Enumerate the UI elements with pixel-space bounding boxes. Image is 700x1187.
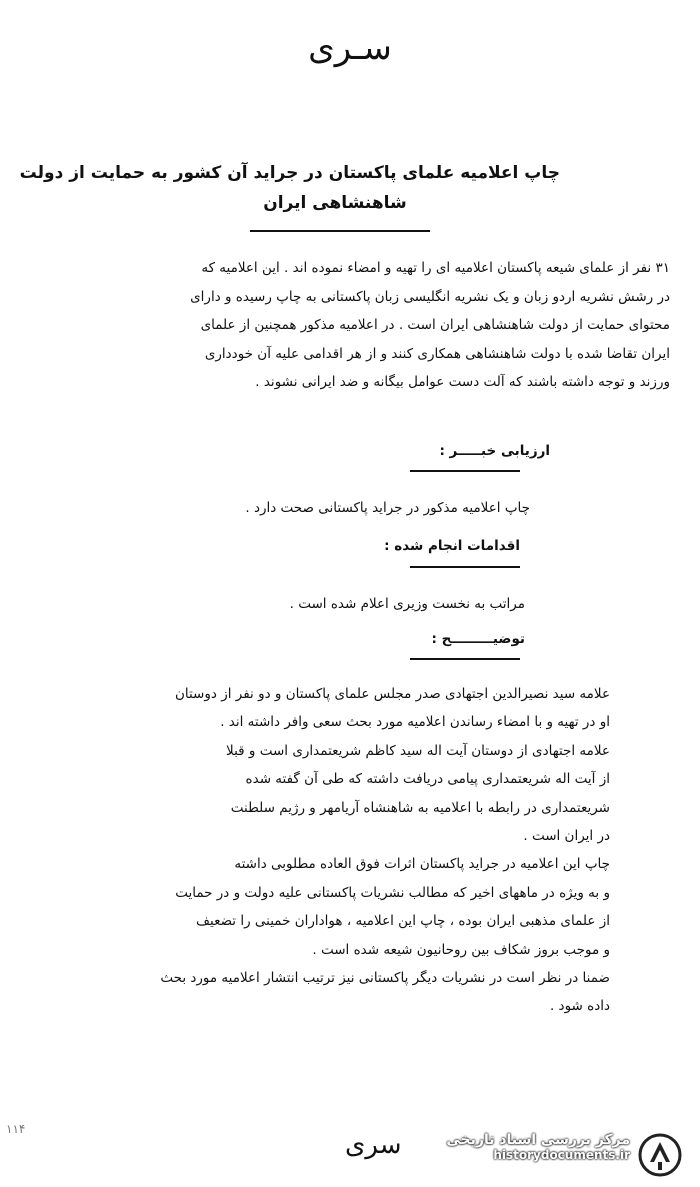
heading-explanation: توضیـــــــــح : [431,631,525,647]
explanation-line: از علمای مذهبی ایران بوده ، چاپ این اعلامیه ، هواداران خمینی را تضعیف [196,913,610,930]
intro-line: ایران تقاضا شده با دولت شاهنشاهی همکاری کنند و از هر اقدامی علیه آن خودداری [204,345,670,362]
explanation-line: داده شود . [549,998,610,1015]
explanation-line: و موجب بروز شکاف بین روحانیون شیعه شده است . [312,941,610,958]
explanation-line: او در تهیه و با امضاء رساندن اعلامیه مورد بحث سعی وافر داشته اند . [220,714,610,731]
heading-actions: اقدامات انجام شده : [384,538,520,554]
page-number: ۱۱۴ [6,1122,26,1136]
title-line-2: شاهنشاهی ایران [263,193,407,213]
heading-explanation-underline [410,658,520,660]
intro-line: ورزند و توجه داشته باشند که آلت دست عوامل بیگانه و ضد ایرانی نشوند . [255,374,670,390]
title-underline [250,230,430,232]
explanation-line: در ایران است . [523,828,610,845]
document-title [19,158,560,218]
intro-line: محتوای حمایت از دولت شاهنشاهی ایران است . در اعلامیه مذکور همچنین از علمای [200,317,670,333]
evaluation-text: چاپ اعلامیه مذکور در جراید پاکستانی صحت دارد . [245,500,530,516]
title-line-1: چاپ اعلامیه علمای پاکستان در جراید آن کشور به حمایت از دولت [19,163,560,183]
explanation-line: علامه سید نصیرالدین اجتهادی صدر مجلس علمای پاکستان و دو نفر از دوستان [174,686,610,702]
classification-stamp-top: سـری [308,28,392,68]
explanation-line: چاپ این اعلامیه در جراید پاکستان اثرات فوق العاده مطلوبی داشته [234,856,610,873]
explanation-paragraphs [38,680,610,1021]
heading-evaluation: ارزیابی خبـــــر : [439,443,550,459]
intro-line: در رشش نشریه اردو زبان و یک نشریه انگلیسی زبان پاکستانی به چاپ رسیده و دارای [190,288,670,305]
classification-stamp-bottom: سری [345,1130,402,1160]
watermark-text [446,1132,630,1162]
explanation-line: شریعتمداری در رابطه با اعلامیه به شاهنشاه آریامهر و رژیم سلطنت [230,799,610,816]
heading-actions-underline [410,566,520,568]
watermark-name: مرکز بررسی اسناد تاریخی [446,1132,630,1148]
heading-evaluation-underline [410,470,520,472]
intro-line: ۳۱ نفر از علمای شیعه پاکستان اعلامیه ای را تهیه و امضاء نموده اند . این اعلامیه که [201,260,670,276]
archive-logo-icon [636,1132,684,1178]
explanation-line: ضمنا در نظر است در نشریات دیگر پاکستانی نیز ترتیب انتشار اعلامیه مورد بحث [160,970,610,987]
intro-paragraph [45,254,670,397]
explanation-line: و به ویژه در ماههای اخیر که مطالب نشریات پاکستانی علیه دولت و در حمایت [175,884,610,901]
watermark-url[interactable]: historydocuments.ir [493,1148,630,1162]
explanation-line: علامه اجتهادی از دوستان آیت اله سید کاظم شریعتمداری است و قبلا [226,742,610,759]
explanation-line: از آیت اله شریعتمداری پیامی دریافت داشته که طی آن گفته شده [245,771,610,788]
actions-text: مراتب به نخست وزیری اعلام شده است . [289,596,525,612]
archive-watermark[interactable] [432,1128,690,1182]
